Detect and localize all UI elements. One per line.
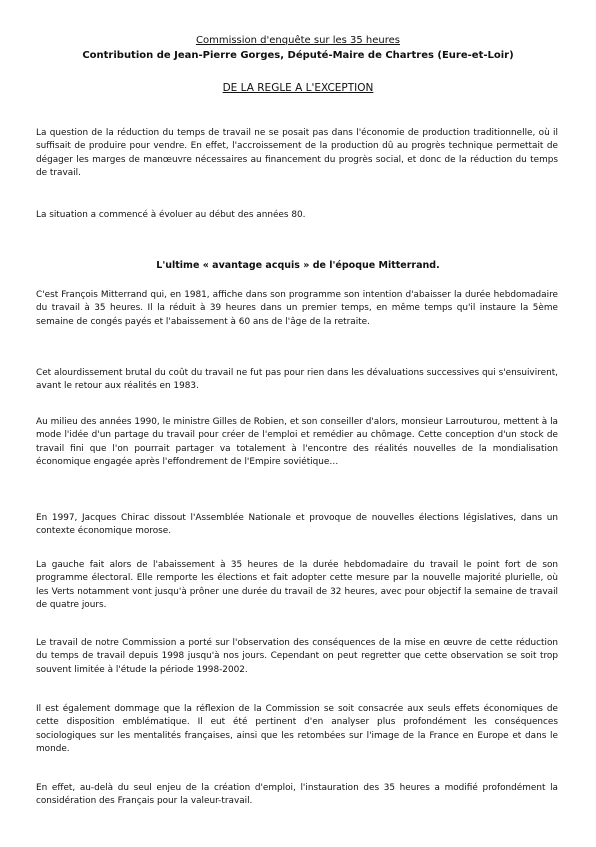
section-title: L'ultime « avantage acquis » de l'époque Mitterrand. [156,260,440,271]
paragraph-chirac: En 1997, Jacques Chirac dissout l'Assemblée Nationale et provoque de nouvelles élections législatives, dans un contexte économique morose. [36,513,558,537]
paragraph-mitterrand: C'est François Mitterrand qui, en 1981, affiche dans son programme son intention d'abaisser la durée hebdomadaire du travail à 35 heures. Il la réduit à 39 heures dans un premier temps, en même temps qu'il instaure la 5ème semaine de congés payés et l'abaissement à 60 ans de l'âge de la retraite. [36,290,558,327]
paragraph-gauche: La gauche fait alors de l'abaissement à 35 heures de la durée hebdomadaire du travail le point fort de son programme électoral. Elle remporte les élections et fait adopter cette mesure par la nouvelle majorité plurielle, où les Verts notamment vont jusqu'à prôner une durée du travail de 32 heures, avec pour objectif la semaine de travail de quatre jours. [36,560,558,610]
commission-title: Commission d'enquête sur les 35 heures [195,35,400,46]
paragraph-robien: Au milieu des années 1990, le ministre Gilles de Robien, et son conseiller d'alors, monsieur Larrouturou, mettent à la mode l'idée d'un partage du travail pour créer de l'emploi et remédier au chômage. Cette conception d'un stock de travail fini que l'on pourrait partager va totalement à l'encontre des réalités nouvelles de la mondialisation économique engagée après l'effondrement de l'Empire soviétique… [36,417,558,467]
paragraph-situation: La situation a commencé à évoluer au début des années 80. [36,210,306,220]
document-subtitle: DE LA REGLE A L'EXCEPTION [222,82,374,94]
paragraph-effet: En effet, au-delà du seul enjeu de la création d'emploi, l'instauration des 35 heures a modifié profondément la considération des Français pour la valeur-travail. [36,783,558,807]
paragraph-alourdissement: Cet alourdissement brutal du coût du travail ne fut pas pour rien dans les dévaluations successives qui s'ensuivirent, avant le retour aux réalités en 1983. [36,368,558,392]
paragraph-dommage: Il est également dommage que la réflexion de la Commission se soit consacrée aux seuls effets économiques de cette disposition emblématique. Il eut été pertinent d'en analyser plus profondément les conséquences sociologiques sur les mentalités françaises, ainsi que les retombées sur l'image de la France en Europe et dans le monde. [36,704,558,754]
author-line: Contribution de Jean-Pierre Gorges, Député-Maire de Chartres (Eure-et-Loir) [82,50,514,61]
paragraph-commission: Le travail de notre Commission a porté sur l'observation des conséquences de la mise en œuvre de cette réduction du temps de travail depuis 1998 jusqu'à nos jours. Cependant on peut regretter que cette observation se soit trop souvent limitée à l'étude la période 1998-2002. [36,638,558,675]
paragraph-intro: La question de la réduction du temps de travail ne se posait pas dans l'économie de production traditionnelle, où il suffisait de produire pour vendre. En effet, l'accroissement de la production dû au progrès technique permettait de dégager les marges de manœuvre nécessaires au financement du progrès social, et donc de la réduction du temps de travail. [36,128,558,178]
